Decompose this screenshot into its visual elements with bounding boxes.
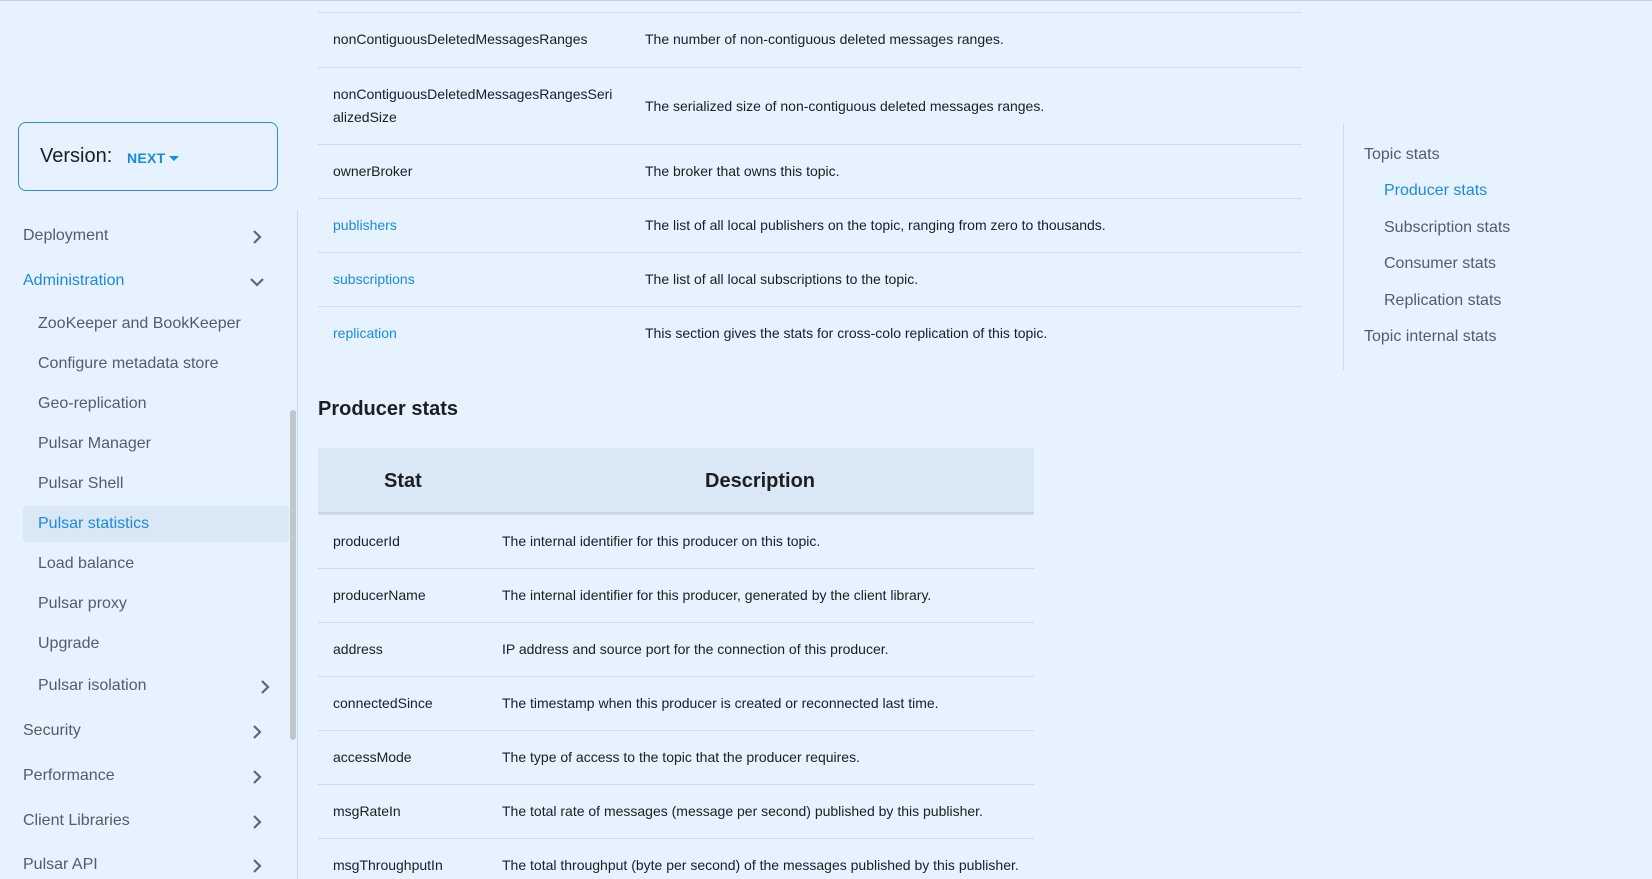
stat-cell: address — [333, 641, 383, 657]
table-row — [318, 622, 1034, 676]
publishers-link[interactable]: publishers — [333, 217, 397, 233]
toc-replication-stats[interactable]: Replication stats — [1384, 292, 1502, 309]
stat-cell: msgRateIn — [333, 803, 401, 819]
chevron-right-icon[interactable] — [249, 858, 265, 874]
chevron-right-icon[interactable] — [257, 679, 273, 695]
sidebar-item-administration[interactable] — [23, 263, 281, 299]
sidebar-item-pulsar-proxy[interactable] — [23, 586, 289, 622]
docs-sidebar — [0, 0, 298, 879]
sidebar-item-label: Security — [23, 722, 81, 739]
producer-stats-heading: Producer stats — [318, 398, 459, 420]
sidebar-item-label: Pulsar API — [23, 856, 98, 873]
table-row — [318, 306, 1302, 360]
table-row — [318, 676, 1034, 730]
sidebar-item-pulsar-isolation[interactable] — [23, 668, 289, 704]
sidebar-item-label: Performance — [23, 767, 115, 784]
sidebar-item-label: Pulsar isolation — [38, 677, 147, 694]
sidebar-item-label: Client Libraries — [23, 812, 130, 829]
topic-stats-table — [318, 12, 1302, 360]
caret-down-icon[interactable] — [169, 156, 179, 161]
sidebar-item-label: Pulsar Manager — [38, 435, 151, 452]
table-row — [318, 784, 1034, 838]
chevron-right-icon[interactable] — [249, 724, 265, 740]
table-row — [318, 198, 1302, 252]
sidebar-item-label: Pulsar statistics — [38, 515, 150, 532]
table-row — [318, 67, 1302, 144]
header-stat: Stat — [384, 470, 422, 492]
description-cell: The serialized size of non-contiguous deleted messages ranges. — [645, 98, 1045, 114]
sidebar-item-metadata-store[interactable] — [23, 346, 289, 382]
description-cell: This section gives the stats for cross-colo replication of this topic. — [645, 325, 1048, 341]
toc-subscription-stats[interactable]: Subscription stats — [1384, 219, 1511, 236]
table-row — [318, 252, 1302, 306]
sidebar-item-label: Administration — [23, 272, 125, 289]
version-value[interactable]: NEXT — [127, 150, 166, 166]
toc-consumer-stats[interactable]: Consumer stats — [1384, 255, 1497, 272]
toc-topic-internal-stats[interactable]: Topic internal stats — [1364, 328, 1497, 345]
sidebar-item-label: Geo-replication — [38, 395, 147, 412]
sidebar-item-upgrade[interactable] — [23, 626, 289, 662]
chevron-down-icon[interactable] — [249, 274, 265, 290]
sidebar-item-pulsar-shell[interactable] — [23, 466, 289, 502]
sidebar-item-label: Configure metadata store — [38, 355, 219, 372]
sidebar-item-label: Pulsar proxy — [38, 595, 127, 612]
version-label: Version: — [40, 145, 113, 167]
table-row — [318, 838, 1034, 879]
replication-link[interactable]: replication — [333, 325, 397, 341]
version-dropdown[interactable] — [18, 122, 278, 191]
stat-cell: producerName — [333, 587, 426, 603]
sidebar-item-label: Load balance — [38, 555, 135, 572]
toc-producer-stats[interactable]: Producer stats — [1384, 182, 1488, 199]
sidebar-item-label: Pulsar Shell — [38, 475, 124, 492]
stat-cell: nonContiguousDeletedMessagesRangesSerializedSize — [333, 86, 613, 125]
sidebar-item-geo-replication[interactable] — [23, 386, 289, 422]
description-cell: IP address and source port for the connection of this producer. — [502, 641, 889, 657]
table-of-contents — [1343, 124, 1643, 370]
chevron-right-icon[interactable] — [249, 814, 265, 830]
description-cell: The total throughput (byte per second) of the messages published by this publisher. — [502, 857, 1019, 873]
description-cell: The list of all local publishers on the topic, ranging from zero to thousands. — [645, 217, 1106, 233]
sidebar-item-load-balance[interactable] — [23, 546, 289, 582]
sidebar-item-client-libraries[interactable] — [23, 803, 281, 839]
table-header — [318, 448, 1034, 514]
table-row — [318, 514, 1034, 568]
stat-cell: msgThroughputIn — [333, 857, 443, 873]
sidebar-item-pulsar-statistics[interactable] — [23, 506, 289, 542]
description-cell: The type of access to the topic that the producer requires. — [502, 749, 860, 765]
table-row — [318, 730, 1034, 784]
producer-stats-table — [318, 448, 1034, 879]
toc-topic-stats[interactable]: Topic stats — [1364, 146, 1440, 163]
sidebar-item-label: ZooKeeper and BookKeeper — [38, 315, 241, 332]
description-cell: The broker that owns this topic. — [645, 163, 840, 179]
sidebar-divider — [297, 210, 298, 879]
sidebar-item-pulsar-manager[interactable] — [23, 426, 289, 462]
stat-cell: ownerBroker — [333, 163, 413, 179]
chevron-right-icon[interactable] — [249, 769, 265, 785]
sidebar-item-label: Upgrade — [38, 635, 100, 652]
sidebar-item-pulsar-api[interactable] — [23, 847, 281, 879]
table-row — [318, 144, 1302, 198]
stat-cell: connectedSince — [333, 695, 433, 711]
table-row — [318, 12, 1302, 67]
chevron-right-icon[interactable] — [249, 229, 265, 245]
subscriptions-link[interactable]: subscriptions — [333, 271, 415, 287]
description-cell: The internal identifier for this producer on this topic. — [502, 533, 821, 549]
stat-cell: accessMode — [333, 749, 412, 765]
sidebar-item-deployment[interactable] — [23, 218, 281, 254]
description-cell: The timestamp when this producer is created or reconnected last time. — [502, 695, 939, 711]
stat-cell: nonContiguousDeletedMessagesRanges — [333, 31, 588, 47]
stat-cell: producerId — [333, 533, 400, 549]
sidebar-scrollbar[interactable] — [290, 410, 296, 740]
description-cell: The total rate of messages (message per second) published by this publisher. — [502, 803, 983, 819]
main-content — [318, 0, 1302, 879]
sidebar-item-zookeeper[interactable] — [23, 306, 289, 342]
table-row — [318, 568, 1034, 622]
sidebar-item-security[interactable] — [23, 713, 281, 749]
sidebar-item-performance[interactable] — [23, 758, 281, 794]
sidebar-item-label: Deployment — [23, 227, 109, 244]
description-cell: The list of all local subscriptions to the topic. — [645, 271, 919, 287]
description-cell: The number of non-contiguous deleted messages ranges. — [645, 31, 1004, 47]
description-cell: The internal identifier for this producer, generated by the client library. — [502, 587, 932, 603]
header-description: Description — [705, 470, 816, 492]
